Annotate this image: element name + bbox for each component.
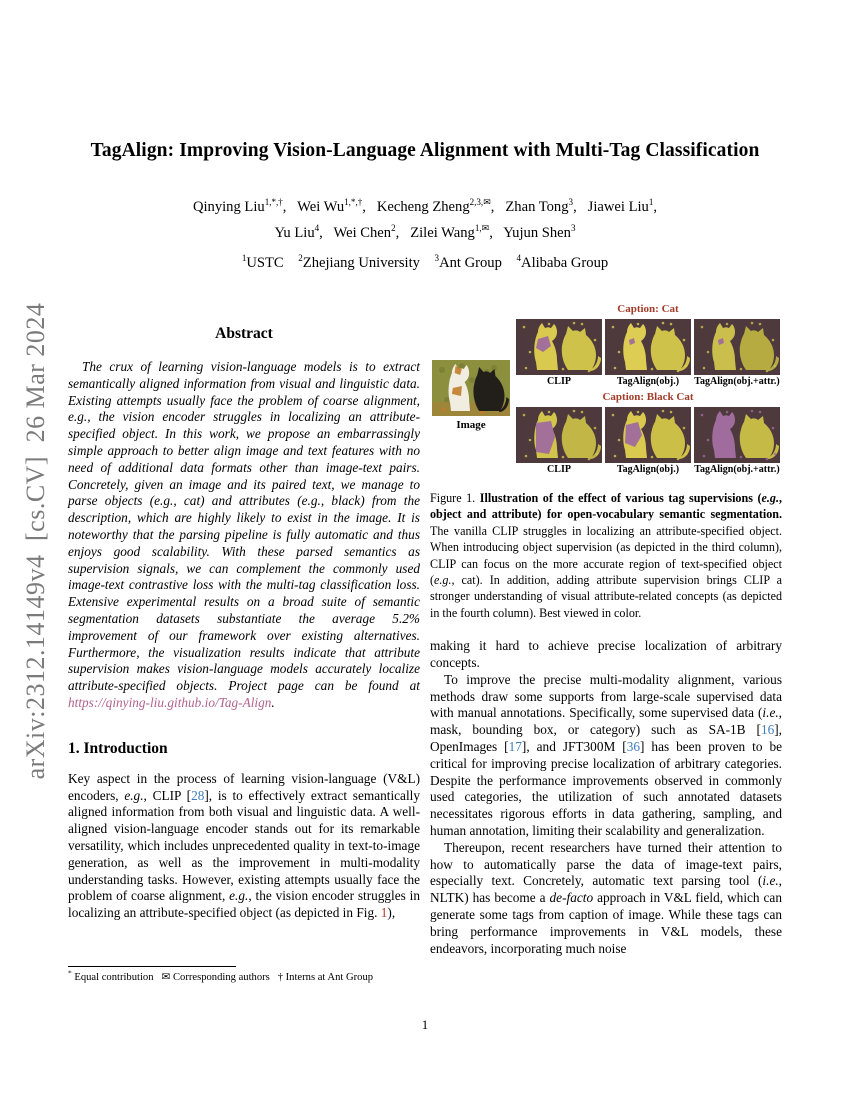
citation-ref[interactable]: 17 (508, 739, 522, 755)
author-line-2: Yu Liu$^4$, Wei Chen$^2$, Zilei Wang$^{1,✉}$, Yujun Shen$^3$ (274, 223, 576, 241)
heatmap-panel-label: TagAlign(obj.) (616, 376, 680, 387)
left-column (68, 325, 420, 922)
heatmap-panel (605, 407, 691, 463)
abstract-heading: Abstract (215, 325, 273, 342)
body-paragraph-1: making it hard to achieve precise localization of arbitrary concepts. (430, 638, 782, 671)
introduction-heading: 1. Introduction (68, 739, 168, 757)
right-column (430, 303, 782, 957)
heatmap-label-row (514, 464, 782, 475)
heatmap-panel-label: TagAlign(obj.) (616, 464, 680, 475)
heatmap-svg (694, 407, 780, 463)
page-number: 1 (421, 1017, 429, 1032)
author-line-1: Qinying Liu$^{1,*,\dagger}$, Wei $Wu^{1,*,\dagger}$, Kecheng Zheng$^{2,3,✉}$, Zhan Tong$^3$, Jiawei Liu$^1$, (192, 197, 658, 215)
heatmap-svg (694, 319, 780, 375)
paper-header (68, 140, 782, 272)
heatmap-panel-label: CLIP (547, 464, 571, 475)
abstract-text: The crux of learning vision-language models is to extract semantically aligned information from visual and linguistic data. Existing attempts usually face the problem of coarse alignment, e.g., the vision encoder struggles in localizing an attribute-specified object. In this work, we propose an embarrassingly simple approach to better align image and text features with no need of additional data formats other than image-text pairs. Concretely, given an image and its paired text, we manage to parse objects (e.g., cat) and attributes (e.g., black) from the description, which are highly likely to exist in the image. It is noteworthy that the parsing pipeline is fully automatic and thus enjoys good scalability. With these parsed semantics as supervision signals, we can complement the commonly used image-text contrastive loss with the multi-tag classification loss. Extensive experimental results on a broad suite of semantic segmentation datasets substantiate the average 5.2% improvement of our framework over existing alternatives. Furthermore, the visualization results indicate that attribute supervision makes vision-language models accurately localize attribute-specified objects. Project page can be found at https://qinying-liu.github.io/Tag-Align. (68, 359, 420, 710)
heatmap-svg (516, 407, 602, 463)
figure-grid (514, 303, 782, 479)
source-image (432, 360, 510, 416)
heatmap-panel-label: TagAlign(obj.+attr.) (694, 376, 780, 387)
arxiv-banner: arXiv:2312.14149v4 [cs.CV] 26 Mar 2024 (21, 302, 50, 780)
footnote-text: * Equal contribution ✉ Corresponding authors † Interns at Ant Group (68, 968, 374, 983)
heatmap-panel (516, 407, 602, 463)
project-link[interactable]: https://qinying-liu.github.io/Tag-Align (68, 694, 272, 710)
affiliations: $^1$USTC $^2$Zhejiang University $^3$Ant Group $^4$Alibaba Group (241, 253, 609, 271)
introduction-paragraph: Key aspect in the process of learning vision-language (V&L) encoders, e.g., CLIP [28], is to effectively extract semantically aligned information from both visual and linguistic data. A well-aligned vision-language encoder stands out for its remarkable versatility, which includes unprecedented quality in text-to-image generation, as well as the improvement in multi-modality understanding tasks. However, existing attempts usually face the problem of coarse alignment, e.g., the vision encoder struggles in localizing an attribute-specified object (as depicted in Fig. 1), (68, 770, 421, 921)
body-paragraph-2: To improve the precise multi-modality alignment, various methods draw some supports from large-scale supervised data with manual annotations. Specifically, some supervised data (i.e., mask, bounding box, or category) such as SA-1B [16], OpenImages [17], and JFT300M [36] has been proven to be critical for improving precise localization of arbitrary categories. Despite the performance improvements observed in commonly used categories, the utilization of such annotated datasets necessitates rigorous efforts in data gathering, sampling, and human annotation, limiting their scalability and generalization. (430, 671, 783, 839)
heatmap-row (514, 319, 782, 375)
footnote (68, 966, 420, 984)
figure-ref[interactable]: 1 (380, 905, 388, 921)
figure-1 (430, 303, 782, 481)
heatmap-panel (694, 319, 780, 375)
heatmap-panel-label: TagAlign(obj.+attr.) (694, 464, 780, 475)
figure-row-caption: Caption: Black Cat (602, 391, 694, 403)
paper-title: TagAlign: Improving Vision-Language Alignment with Multi-Tag Classification (90, 140, 760, 161)
heatmap-svg (605, 319, 691, 375)
heatmap-panel-label: CLIP (547, 376, 571, 387)
heatmap-panel (605, 319, 691, 375)
heatmap-panel (694, 407, 780, 463)
heatmap-svg (516, 319, 602, 375)
source-photo-svg (432, 360, 510, 416)
figure-caption: Figure 1. Illustration of the effect of various tag supervisions (e.g., object and attribute) for open-vocabulary semantic segmentation. The vanilla CLIP struggles in localizing an attribute-specified object. When introducing object supervision (as depicted in the third column), CLIP can focus on the more accurate region of text-specified object (e.g., cat). In addition, adding attribute supervision brings CLIP a stronger understanding of visual attribute-related concepts (as depicted in the fourth column). Best viewed in color. (430, 491, 782, 620)
footnote-rule (68, 966, 236, 967)
heatmap-label-row (514, 376, 782, 387)
body-paragraph-3: Thereupon, recent researchers have turned their attention to how to automatically parse the data of image-text pairs, especially text. Concretely, automatic text parsing tool (i.e., NLTK) has become a de-facto approach in V&L field, which can generate some tags from caption of image. While these tags can bring performance improvements in V&L models, these endeavors, incorporating much noise (430, 839, 782, 956)
heatmap-panel (516, 319, 602, 375)
heatmap-svg (605, 407, 691, 463)
citation-ref[interactable]: 36 (626, 739, 641, 755)
citation-ref[interactable]: 16 (760, 722, 775, 738)
heatmap-row (514, 407, 782, 463)
figure-row-caption: Caption: Cat (617, 303, 679, 315)
citation-ref[interactable]: 28 (191, 787, 205, 803)
source-image-label: Image (456, 419, 486, 431)
